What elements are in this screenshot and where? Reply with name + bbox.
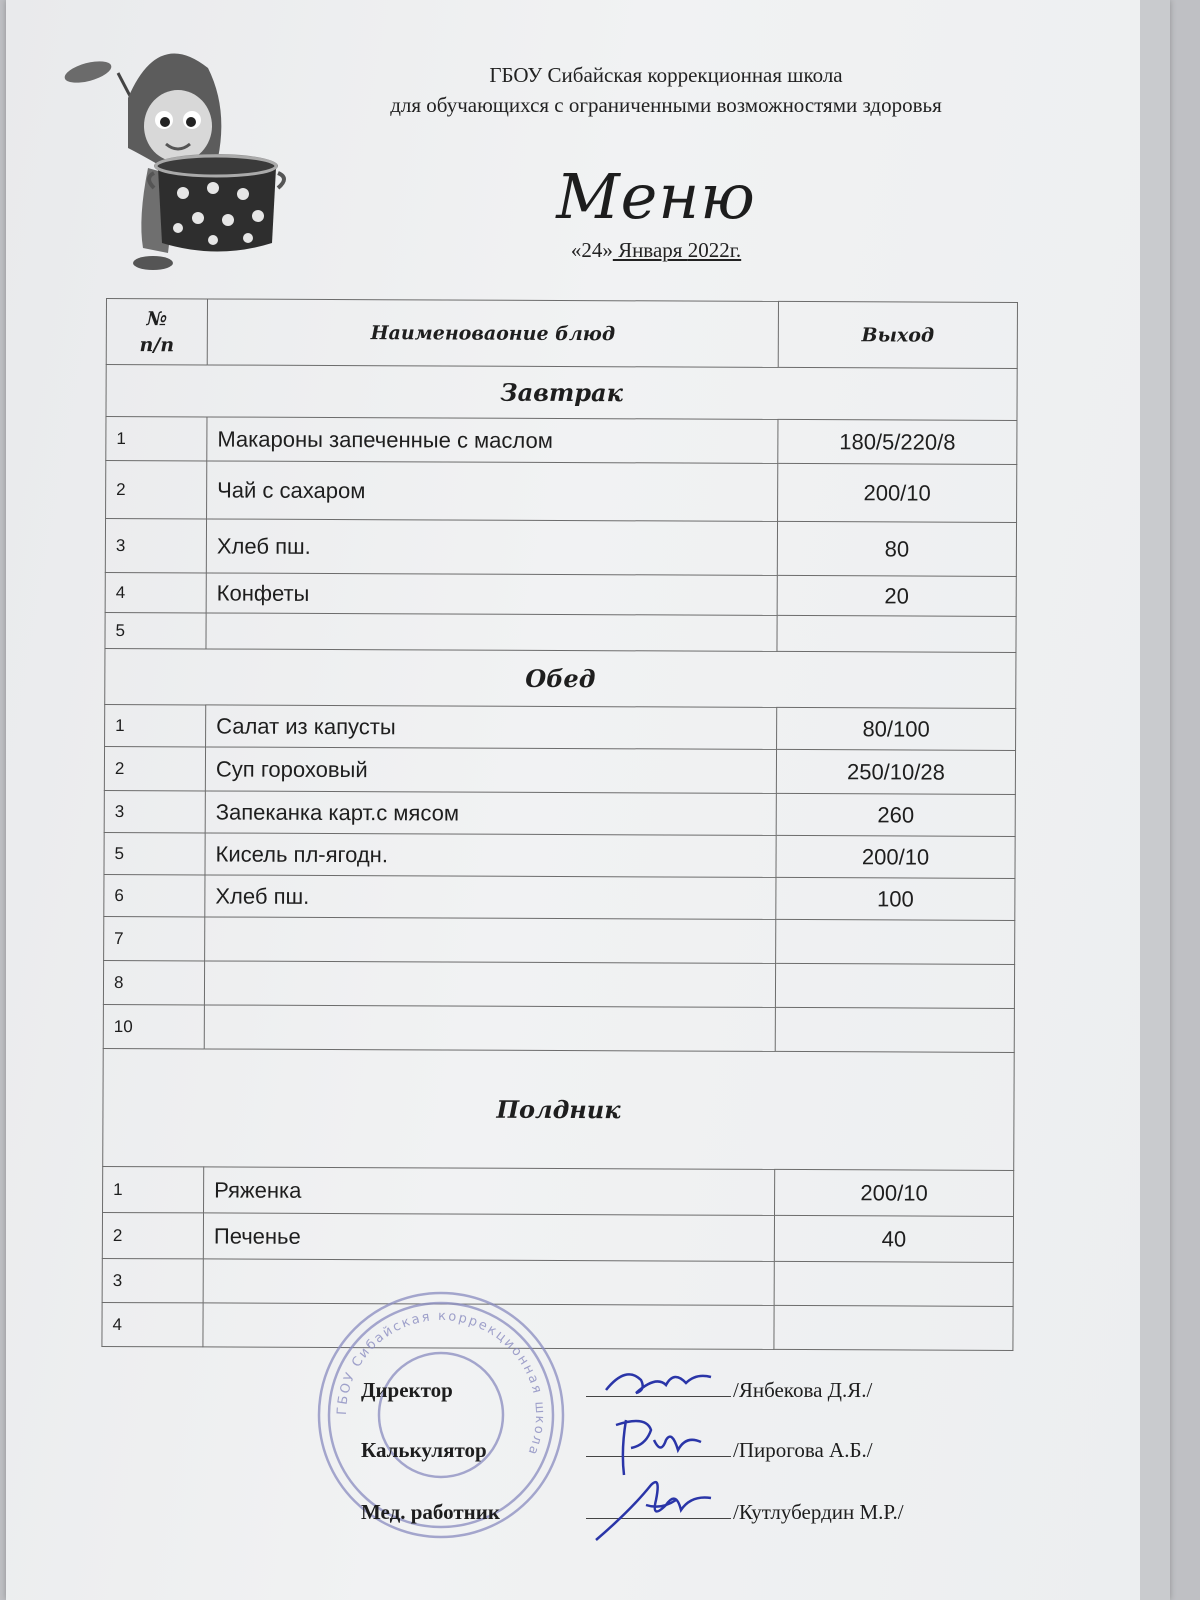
medic-label: Мед. работник <box>361 1500 500 1524</box>
table-row <box>104 790 1015 836</box>
table-row <box>104 832 1015 878</box>
dish-name-cell: Чай с сахаром <box>207 461 778 521</box>
director-name: /Янбекова Д.Я./ <box>733 1378 873 1402</box>
dish-name-cell: Ряженка <box>204 1167 775 1215</box>
dish-name-cell: Макароны запеченные с маслом <box>207 417 778 463</box>
column-header-dish: Наименоваоние блюд <box>207 299 778 367</box>
output-cell <box>775 963 1014 1008</box>
output-cell: 100 <box>776 877 1015 920</box>
table-row <box>106 461 1017 523</box>
table-row <box>105 572 1016 616</box>
output-cell: 200/10 <box>775 1169 1014 1216</box>
row-number-cell: 1 <box>105 704 206 746</box>
table-header-row <box>106 299 1017 369</box>
date-year: 2022г. <box>687 238 742 262</box>
row-number-cell: 8 <box>103 960 204 1004</box>
calculator-name: /Пирогова А.Б./ <box>733 1438 873 1462</box>
table-row <box>105 519 1016 577</box>
dish-name-cell: Суп гороховый <box>205 747 776 793</box>
menu-table <box>101 298 1018 1351</box>
dish-name-cell <box>205 917 776 963</box>
section-title: Обед <box>105 648 1016 708</box>
row-number-cell: 2 <box>102 1212 203 1258</box>
table-row <box>105 612 1016 652</box>
column-header-output: Выход <box>778 301 1017 368</box>
output-cell <box>776 919 1015 964</box>
output-cell: 200/10 <box>776 835 1015 878</box>
row-number-cell: 2 <box>106 461 207 519</box>
stamp-ring-text: ГБОУ Сибайская коррекционная школа <box>334 1308 548 1459</box>
output-cell: 20 <box>777 575 1016 616</box>
row-number-cell: 4 <box>102 1302 203 1346</box>
dish-name-cell <box>204 961 775 1007</box>
table-row <box>104 916 1015 964</box>
row-number-cell: 10 <box>103 1004 204 1048</box>
row-number-cell: 4 <box>105 572 206 612</box>
dish-name-cell: Запеканка карт.с мясом <box>205 791 776 835</box>
row-number-cell: 2 <box>104 746 205 790</box>
table-row <box>103 960 1014 1008</box>
table-row <box>102 1212 1013 1262</box>
output-cell: 250/10/28 <box>776 749 1015 794</box>
row-number-cell: 7 <box>104 916 205 960</box>
dish-name-cell <box>206 613 777 651</box>
medic-name: /Кутлубердин М.Р./ <box>733 1500 904 1524</box>
dish-name-cell: Печенье <box>203 1213 774 1261</box>
section-title: Завтрак <box>106 365 1017 421</box>
dish-name-cell: Хлеб пш. <box>206 519 777 575</box>
table-row <box>105 704 1016 750</box>
row-number-cell: 1 <box>103 1166 204 1212</box>
dish-name-cell: Кисель пл-ягодн. <box>205 833 776 877</box>
output-cell <box>774 1305 1013 1350</box>
medic-signature <box>591 1470 731 1545</box>
page-title: Меню <box>556 160 756 233</box>
date-day: «24» <box>570 238 613 262</box>
output-cell: 80 <box>777 521 1016 576</box>
menu-date <box>506 238 806 263</box>
row-number-cell: 6 <box>104 874 205 916</box>
column-header-number-line2: п/п <box>139 333 175 356</box>
output-cell: 180/5/220/8 <box>778 419 1017 464</box>
date-month: Января <box>612 238 688 262</box>
output-cell: 260 <box>776 793 1015 836</box>
school-name-line1: ГБОУ Сибайская коррекционная школа <box>489 63 843 87</box>
dish-name-cell <box>204 1005 775 1051</box>
column-header-number-line1: № <box>146 307 168 330</box>
section-row <box>103 1048 1015 1170</box>
output-cell <box>774 1261 1013 1306</box>
table-row <box>104 874 1015 920</box>
dish-name-cell: Салат из капусты <box>206 705 777 749</box>
row-number-cell: 5 <box>105 612 206 648</box>
school-name <box>256 60 1076 120</box>
director-label: Директор <box>361 1378 453 1402</box>
dish-name-cell: Конфеты <box>206 573 777 615</box>
table-row <box>106 417 1017 465</box>
column-header-number <box>106 299 207 365</box>
output-cell <box>775 1007 1014 1052</box>
director-signature <box>596 1355 726 1405</box>
table-surface-edge <box>1140 0 1170 1600</box>
row-number-cell: 3 <box>104 790 205 832</box>
section-title: Полдник <box>103 1048 1015 1170</box>
section-row <box>105 648 1016 708</box>
output-cell <box>777 615 1016 652</box>
table-row <box>104 746 1015 794</box>
output-cell: 200/10 <box>778 463 1017 522</box>
menu-table-body <box>102 365 1017 1351</box>
row-number-cell: 3 <box>102 1258 203 1302</box>
section-row <box>106 365 1017 421</box>
menu-page <box>6 0 1170 1600</box>
row-number-cell: 1 <box>106 417 207 461</box>
calculator-label: Калькулятор <box>361 1438 487 1462</box>
table-row <box>103 1166 1014 1216</box>
output-cell: 80/100 <box>777 707 1016 750</box>
output-cell: 40 <box>774 1215 1013 1262</box>
row-number-cell: 3 <box>105 519 206 573</box>
table-row <box>103 1004 1014 1052</box>
dish-name-cell: Хлеб пш. <box>205 875 776 919</box>
row-number-cell: 5 <box>104 832 205 874</box>
school-name-line2: для обучающихся с ограниченными возможностями здоровья <box>390 93 942 117</box>
